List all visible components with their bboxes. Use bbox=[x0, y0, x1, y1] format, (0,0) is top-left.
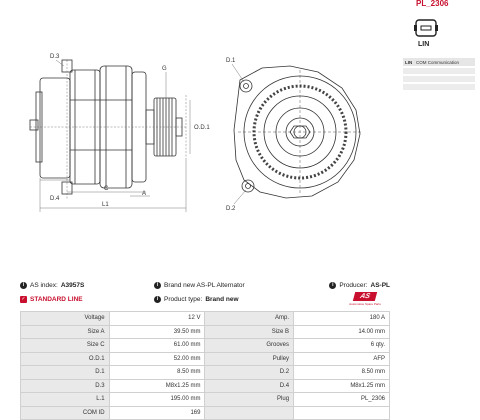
pin-row-empty bbox=[403, 84, 475, 90]
plug-connector-icon bbox=[413, 18, 439, 38]
label-od1: O.D.1 bbox=[194, 125, 210, 131]
label-d2: D.2 bbox=[226, 206, 236, 212]
label-g: G bbox=[162, 66, 167, 72]
table-row: O.D.1 52.00 mm Pulley AFP bbox=[21, 352, 390, 366]
specs-table bbox=[20, 311, 390, 420]
table-row: Voltage 12 V Amp. 180 A bbox=[21, 312, 390, 326]
table-row: D.3 M8x1.25 mm D.4 M8x1.25 mm bbox=[21, 379, 390, 393]
dimension-arrows bbox=[40, 60, 190, 212]
table-row: COM ID 169 bbox=[21, 406, 390, 420]
label-d1: D.1 bbox=[226, 58, 236, 64]
pin-row-empty bbox=[403, 68, 475, 74]
pin-row bbox=[403, 58, 475, 66]
alternator-technical-drawing bbox=[0, 0, 400, 225]
label-c: C bbox=[104, 186, 109, 192]
info-icon: i bbox=[154, 282, 161, 289]
as-index: i AS index: A3957S bbox=[20, 282, 154, 289]
product-type-value: Brand new bbox=[205, 295, 239, 303]
pin-row-empty bbox=[403, 76, 475, 82]
checkbox-icon: ✓ bbox=[21, 296, 26, 302]
plug-pin-label: LIN bbox=[418, 41, 430, 48]
table-row: D.1 8.50 mm D.2 8.50 mm bbox=[21, 366, 390, 380]
producer-value: AS-PL bbox=[370, 281, 390, 289]
label-a: A bbox=[142, 191, 147, 197]
label-l1: L1 bbox=[102, 202, 109, 208]
table-row: Size A 39.50 mm Size B 14.00 mm bbox=[21, 325, 390, 339]
table-row: Size C 61.00 mm Grooves 6 qty. bbox=[21, 339, 390, 353]
producer: i Producer: AS-PL bbox=[324, 282, 390, 289]
info-icon: i bbox=[154, 296, 161, 303]
plug-panel bbox=[398, 0, 480, 100]
product-type: i Product type: Brand new bbox=[154, 296, 324, 303]
label-d3: D.3 bbox=[50, 54, 60, 60]
info-row-1 bbox=[20, 279, 390, 291]
as-index-value: A3957S bbox=[60, 281, 85, 289]
brand-new-note: i Brand new AS-PL Alternator bbox=[154, 282, 324, 289]
table-row: L.1 195.00 mm Plug PL_2306 bbox=[21, 393, 390, 407]
standard-line: ✓ STANDARD LINE bbox=[21, 295, 83, 303]
info-icon: i bbox=[20, 282, 27, 289]
info-row-2 bbox=[20, 293, 390, 305]
as-pl-logo: AS Automotive Spare Parts bbox=[349, 293, 381, 306]
info-icon: i bbox=[329, 282, 336, 289]
pin-description: COM Communication bbox=[416, 59, 460, 65]
front-view bbox=[234, 66, 362, 198]
label-d4: D.4 bbox=[50, 196, 60, 202]
plug-code: PL_2306 bbox=[416, 0, 449, 8]
pin-code: LIN bbox=[405, 59, 413, 65]
